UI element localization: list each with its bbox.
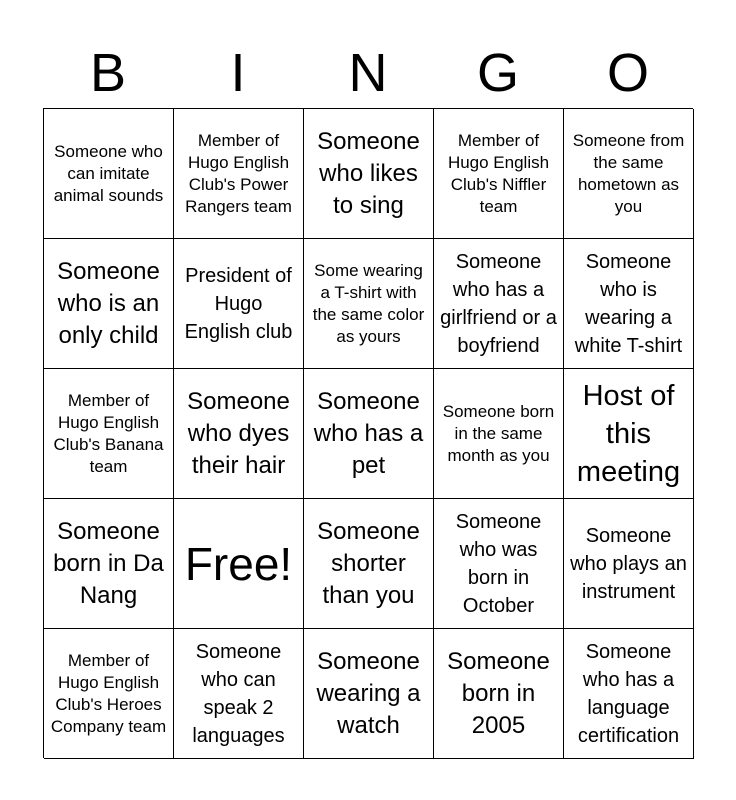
cell-text: Someone who plays an instrument: [570, 524, 687, 603]
header-letter-b: B: [89, 43, 127, 103]
cell-text: Host of this meeting: [576, 379, 681, 488]
bingo-cell[interactable]: [44, 499, 174, 629]
header-letter-o: O: [606, 43, 649, 103]
cell-text: Someone who likes to sing: [317, 127, 420, 219]
free-cell[interactable]: [174, 499, 304, 629]
bingo-cell[interactable]: [174, 239, 304, 369]
cell-text: Someone who can imitate animal sounds: [53, 141, 164, 205]
cell-text: Member of Hugo English Club's Banana team: [53, 390, 164, 476]
bingo-cell[interactable]: [434, 109, 564, 239]
bingo-cell[interactable]: [564, 239, 694, 369]
bingo-cell[interactable]: [564, 369, 694, 499]
bingo-cell[interactable]: [174, 369, 304, 499]
cell-text: Someone born in 2005: [447, 647, 550, 739]
bingo-cell[interactable]: [44, 369, 174, 499]
bingo-cell[interactable]: [434, 499, 564, 629]
bingo-grid: [43, 108, 693, 758]
cell-text: Someone who has a language certification: [577, 640, 680, 747]
bingo-cell[interactable]: [44, 239, 174, 369]
cell-text: Someone shorter than you: [317, 517, 420, 609]
header-letter-n: N: [348, 43, 388, 103]
cell-text: Member of Hugo English Club's Heroes Company team: [50, 650, 167, 736]
bingo-cell[interactable]: [304, 629, 434, 759]
cell-text: Member of Hugo English Club's Niffler team: [447, 130, 550, 216]
cell-text: Someone who is wearing a white T-shirt: [574, 250, 683, 357]
cell-text: President of Hugo English club: [184, 264, 293, 343]
bingo-cell[interactable]: [304, 109, 434, 239]
bingo-header: [43, 38, 693, 108]
header-letter-g: G: [476, 43, 519, 103]
cell-text: Someone who is an only child: [57, 257, 160, 349]
cell-text: Someone who has a pet: [313, 387, 424, 479]
cell-text: Someone who was born in October: [455, 510, 542, 617]
cell-text: Someone from the same hometown as you: [572, 130, 685, 216]
bingo-cell[interactable]: [44, 629, 174, 759]
cell-text: Someone who has a girlfriend or a boyfriend: [440, 250, 557, 357]
bingo-cell[interactable]: [564, 499, 694, 629]
cell-text: Someone who dyes their hair: [187, 387, 290, 479]
bingo-cell[interactable]: [304, 369, 434, 499]
cell-text: Someone wearing a watch: [316, 647, 421, 739]
bingo-cell[interactable]: [564, 109, 694, 239]
bingo-cell[interactable]: [434, 629, 564, 759]
bingo-cell[interactable]: [564, 629, 694, 759]
bingo-cell[interactable]: [304, 499, 434, 629]
bingo-cell[interactable]: [174, 109, 304, 239]
bingo-cell[interactable]: [44, 109, 174, 239]
cell-text: Some wearing a T-shirt with the same color as yours: [312, 260, 425, 346]
cell-text: Free!: [184, 537, 293, 590]
cell-text: Someone born in Da Nang: [53, 517, 164, 609]
cell-text: Someone who can speak 2 languages: [192, 640, 285, 747]
cell-text: Someone born in the same month as you: [442, 401, 555, 465]
bingo-cell[interactable]: [304, 239, 434, 369]
cell-text: Member of Hugo English Club's Power Rangers team: [185, 130, 292, 216]
bingo-cell[interactable]: [434, 369, 564, 499]
bingo-cell[interactable]: [434, 239, 564, 369]
header-letter-i: I: [230, 43, 246, 103]
bingo-cell[interactable]: [174, 629, 304, 759]
